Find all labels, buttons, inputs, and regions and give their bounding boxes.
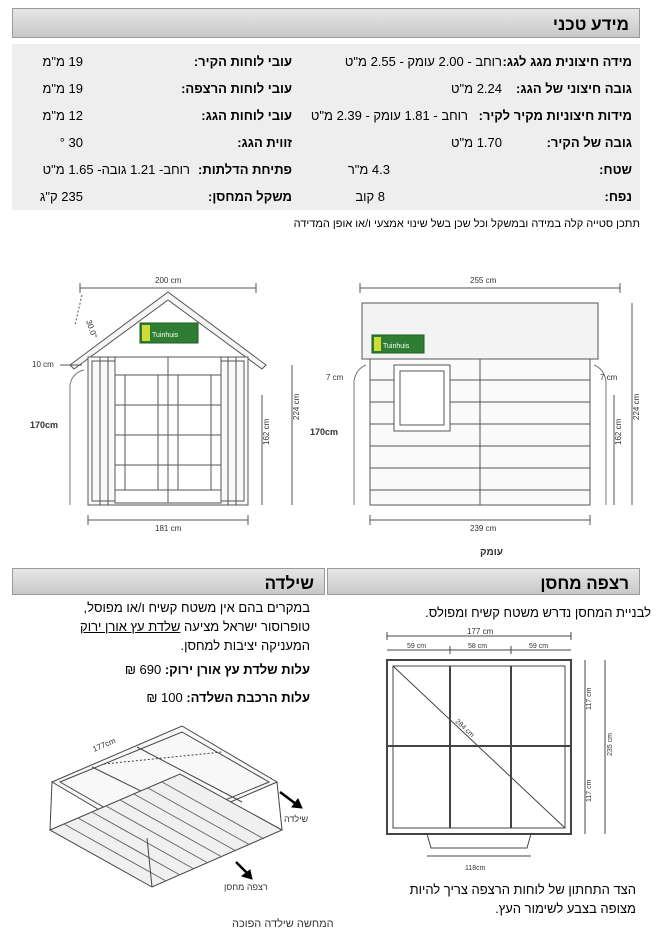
spec-label: משקל המחסן:	[208, 189, 292, 204]
spec-label: גובה חיצוני של הגג:	[516, 81, 632, 96]
side-depth-top: 255 cm	[470, 276, 497, 285]
spec-value: רוחב- 1.21 גובה- 1.65 מ"ט	[42, 162, 190, 177]
spec-value: 12 מ"מ	[42, 108, 83, 123]
floor-panel-header	[327, 568, 640, 595]
spec-label: עובי לוחות הקיר:	[193, 54, 292, 69]
disclaimer: תתכן סטייה קלה במידה ובמשקל וכל שכן בשל שינוי אמצעי ו/או אופן המדידה	[293, 218, 640, 230]
floor-diagonal: 284 cm	[453, 718, 476, 740]
spec-label: עובי לוחות הגג:	[201, 108, 292, 123]
page-title	[12, 8, 640, 38]
spec-value: 8 קוב	[355, 189, 385, 204]
spec-row	[12, 102, 640, 128]
label-floor: רצפה מחסן	[224, 882, 268, 892]
front-view-drawing	[0, 265, 330, 535]
front-wall-height: 170cm	[30, 420, 59, 430]
floor-plan-diagram	[327, 624, 640, 874]
floor-width-total: 177 cm	[467, 627, 494, 636]
spec-value: 235 ק"ג	[39, 189, 83, 204]
base-panel-header	[12, 568, 325, 595]
base-frame-diagram	[12, 712, 334, 943]
logo-text: Tuinhuis	[383, 343, 410, 350]
spec-label: זווית הגג:	[237, 135, 292, 150]
front-overhang: 10 cm	[32, 360, 54, 369]
cost-frame	[125, 660, 310, 679]
front-door-height: 162 cm	[262, 418, 271, 445]
spec-label: גובה של הקיר:	[546, 135, 632, 150]
floor-title: רצפה מחסן	[540, 574, 629, 593]
front-roof-angle: 30.0°	[84, 318, 100, 340]
floor-row-1: 117 cm	[586, 687, 593, 710]
base-text-line: המעניקה יציבות למחסן.	[180, 638, 310, 653]
spec-table	[12, 44, 640, 210]
front-width-top: 200 cm	[155, 276, 182, 285]
spec-value: רוחב - 2.00 עומק - 2.55 מ"ט	[344, 54, 502, 69]
cost-install-label: עלות הרכבת השלדה:	[186, 690, 310, 705]
floor-door-width: 118cm	[465, 865, 486, 872]
floor-text: לבניית המחסן נדרש משטח קשיח ומפולס.	[425, 605, 651, 620]
spec-label: מידות חיצוניות מקיר לקיר:	[478, 108, 632, 123]
spec-row	[12, 129, 640, 155]
base-text	[10, 598, 310, 655]
floor-note-line: מצופה בצבע לשימור העץ.	[495, 901, 636, 916]
side-door-height: 162 cm	[614, 418, 623, 445]
side-overhang-left: 7 cm	[326, 373, 344, 382]
floor-note	[410, 880, 636, 918]
side-depth-bottom: 239 cm	[470, 524, 497, 533]
frame-dim: 177cm	[91, 736, 117, 754]
spec-row	[12, 48, 640, 74]
cost-install	[146, 688, 310, 707]
floor-row-2: 117 cm	[586, 779, 593, 802]
front-width-bottom: 181 cm	[155, 524, 182, 533]
floor-note-line: הצד התחתון של לוחות הרצפה צריך להיות	[409, 882, 636, 897]
spec-label: פתיחת הדלתות:	[198, 162, 292, 177]
page-title-text: מידע טכני	[552, 15, 629, 34]
base-text-line: במקרים בהם אין משטח קשיח ו/או מפוסל,	[83, 600, 310, 615]
spec-row	[12, 156, 640, 182]
logo-text: Tuinhuis	[152, 332, 179, 339]
floor-col-2: 58 cm	[468, 643, 488, 650]
spec-value: 19 מ"מ	[42, 54, 83, 69]
side-wall-height: 170cm	[310, 427, 339, 437]
spec-value: 2.24 מ"ט	[451, 81, 502, 96]
cost-frame-label: עלות שלדת עץ אורן ירוק:	[164, 662, 310, 677]
floor-depth-total: 235 cm	[607, 733, 614, 756]
base-title: שילדה	[264, 574, 314, 593]
base-text-line: טופרוסור ישראל מציעה	[184, 619, 310, 634]
spec-label: עובי לוחות הרצפה:	[181, 81, 292, 96]
side-caption: עומק	[480, 547, 503, 558]
side-overhang-right: 7 cm	[600, 373, 618, 382]
spec-row	[12, 75, 640, 101]
spec-value: 1.70 מ"ט	[451, 135, 502, 150]
side-view-drawing	[310, 265, 650, 565]
spec-label: שטח:	[599, 162, 632, 177]
spec-label: נפח:	[604, 189, 632, 204]
label-frame: שילדה	[284, 814, 309, 824]
spec-label: מידה חיצונית מגג לגג:	[502, 54, 632, 69]
cost-install-value: 100 ₪	[146, 690, 183, 705]
floor-col-3: 59 cm	[529, 643, 549, 650]
base-text-highlight: שלדת עץ אורן ירוק	[80, 619, 181, 634]
front-total-height: 224 cm	[292, 393, 301, 420]
spec-row	[12, 183, 640, 209]
base-caption: המחשה שילדה הפוכה	[232, 918, 334, 930]
window	[394, 365, 450, 431]
floor-col-1: 59 cm	[407, 643, 427, 650]
spec-value: 30 °	[59, 135, 83, 150]
cost-frame-value: 690 ₪	[124, 662, 162, 677]
side-total-height: 224 cm	[632, 393, 641, 420]
spec-value: רוחב - 1.81 עומק - 2.39 מ"ט	[310, 108, 468, 123]
spec-value: 19 מ"מ	[42, 81, 83, 96]
spec-value: 4.3 מ"ר	[347, 162, 390, 177]
